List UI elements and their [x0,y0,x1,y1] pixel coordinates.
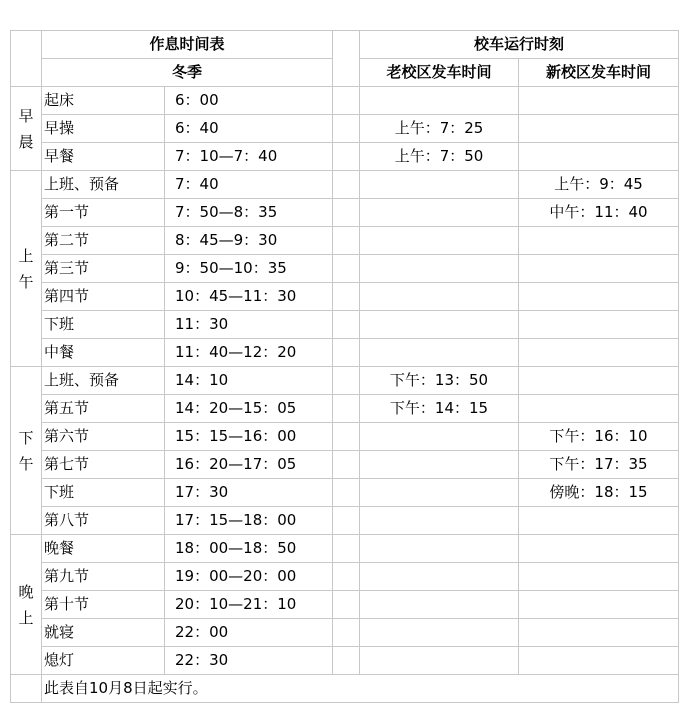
old-campus-time: 上午：7：50 [360,143,519,171]
time-cell: 14：20—15：05 [165,395,333,423]
old-campus-time [360,619,519,647]
event-cell: 第三节 [42,255,165,283]
time-cell: 17：30 [165,479,333,507]
header-row-1 [11,31,679,59]
new-campus-time [519,619,679,647]
new-campus-time [519,535,679,563]
gap-cell [333,563,360,591]
old-campus-time [360,423,519,451]
time-cell: 14：10 [165,367,333,395]
new-campus-time [519,283,679,311]
schedule-title: 作息时间表 [42,31,333,59]
table-row [11,115,679,143]
time-cell: 22：30 [165,647,333,675]
gap-cell [333,451,360,479]
old-campus-time [360,255,519,283]
period-label-char: 午 [18,272,34,291]
period-label-char: 晚 [18,582,34,601]
table-row [11,479,679,507]
period-label-char: 上 [18,608,34,627]
bus-title: 校车运行时刻 [360,31,679,59]
new-campus-time [519,647,679,675]
old-campus-time [360,451,519,479]
table-row [11,283,679,311]
period-label [11,535,42,675]
new-campus-time: 下午：17：35 [519,451,679,479]
time-cell: 8：45—9：30 [165,227,333,255]
old-campus-time [360,507,519,535]
old-campus-time [360,339,519,367]
event-cell: 第十节 [42,591,165,619]
event-cell: 就寝 [42,619,165,647]
period-label-char: 上 [18,246,34,265]
new-campus-time [519,339,679,367]
season-header: 冬季 [42,59,333,87]
new-campus-time [519,591,679,619]
period-label-char: 晨 [18,132,34,151]
table-row [11,535,679,563]
new-campus-time [519,311,679,339]
old-campus-time: 下午：14：15 [360,395,519,423]
event-cell: 熄灯 [42,647,165,675]
table-row [11,339,679,367]
gap-cell [333,619,360,647]
gap-cell [333,647,360,675]
table-row [11,563,679,591]
table-row [11,143,679,171]
period-label [11,87,42,171]
time-cell: 6：00 [165,87,333,115]
period-label-char: 早 [18,106,34,125]
new-campus-time: 下午：16：10 [519,423,679,451]
footer-row [11,675,679,703]
time-cell: 7：40 [165,171,333,199]
effective-date-note: 此表自10月8日起实行。 [42,675,679,703]
event-cell: 上班、预备 [42,171,165,199]
time-cell: 11：30 [165,311,333,339]
event-cell: 第四节 [42,283,165,311]
table-row [11,171,679,199]
new-campus-time: 上午：9：45 [519,171,679,199]
old-campus-time [360,535,519,563]
new-campus-time [519,395,679,423]
gap-cell [333,591,360,619]
old-campus-time [360,591,519,619]
old-campus-time [360,87,519,115]
gap-cell [333,171,360,199]
new-campus-header: 新校区发车时间 [519,59,679,87]
schedule-table [10,30,679,703]
time-cell: 15：15—16：00 [165,423,333,451]
table-row [11,227,679,255]
gap-cell [333,143,360,171]
table-row [11,647,679,675]
old-campus-time [360,311,519,339]
event-cell: 下班 [42,311,165,339]
time-cell: 22：00 [165,619,333,647]
event-cell: 中餐 [42,339,165,367]
gap-cell [333,395,360,423]
footer-corner [11,675,42,703]
event-cell: 晚餐 [42,535,165,563]
time-cell: 9：50—10：35 [165,255,333,283]
period-label [11,171,42,367]
new-campus-time [519,115,679,143]
table-row [11,591,679,619]
column-gap [333,31,360,87]
gap-cell [333,479,360,507]
table-row [11,87,679,115]
event-cell: 第五节 [42,395,165,423]
new-campus-time [519,143,679,171]
time-cell: 18：00—18：50 [165,535,333,563]
old-campus-header: 老校区发车时间 [360,59,519,87]
time-cell: 6：40 [165,115,333,143]
old-campus-time [360,479,519,507]
gap-cell [333,535,360,563]
old-campus-time [360,171,519,199]
table-row [11,367,679,395]
time-cell: 10：45—11：30 [165,283,333,311]
gap-cell [333,423,360,451]
time-cell: 7：50—8：35 [165,199,333,227]
event-cell: 下班 [42,479,165,507]
event-cell: 起床 [42,87,165,115]
corner-cell [11,31,42,87]
gap-cell [333,339,360,367]
time-cell: 19：00—20：00 [165,563,333,591]
event-cell: 第九节 [42,563,165,591]
event-cell: 第一节 [42,199,165,227]
new-campus-time [519,507,679,535]
event-cell: 上班、预备 [42,367,165,395]
gap-cell [333,255,360,283]
old-campus-time [360,563,519,591]
event-cell: 第六节 [42,423,165,451]
new-campus-time [519,367,679,395]
new-campus-time: 傍晚：18：15 [519,479,679,507]
table-row [11,423,679,451]
time-cell: 16：20—17：05 [165,451,333,479]
gap-cell [333,115,360,143]
gap-cell [333,311,360,339]
event-cell: 第二节 [42,227,165,255]
old-campus-time: 上午：7：25 [360,115,519,143]
period-label-char: 午 [18,454,34,473]
new-campus-time [519,227,679,255]
event-cell: 第七节 [42,451,165,479]
gap-cell [333,227,360,255]
table-row [11,199,679,227]
gap-cell [333,87,360,115]
time-cell: 17：15—18：00 [165,507,333,535]
gap-cell [333,507,360,535]
time-cell: 20：10—21：10 [165,591,333,619]
table-row [11,507,679,535]
gap-cell [333,199,360,227]
new-campus-time: 中午：11：40 [519,199,679,227]
old-campus-time [360,283,519,311]
old-campus-time [360,199,519,227]
table-row [11,255,679,283]
new-campus-time [519,255,679,283]
table-row [11,311,679,339]
schedule-body [11,87,679,675]
old-campus-time [360,227,519,255]
old-campus-time: 下午：13：50 [360,367,519,395]
time-cell: 7：10—7：40 [165,143,333,171]
table-row [11,451,679,479]
event-cell: 早餐 [42,143,165,171]
event-cell: 第八节 [42,507,165,535]
gap-cell [333,283,360,311]
new-campus-time [519,87,679,115]
time-cell: 11：40—12：20 [165,339,333,367]
period-label [11,367,42,535]
event-cell: 早操 [42,115,165,143]
gap-cell [333,367,360,395]
table-row [11,619,679,647]
new-campus-time [519,563,679,591]
period-label-char: 下 [18,428,34,447]
old-campus-time [360,647,519,675]
table-row [11,395,679,423]
